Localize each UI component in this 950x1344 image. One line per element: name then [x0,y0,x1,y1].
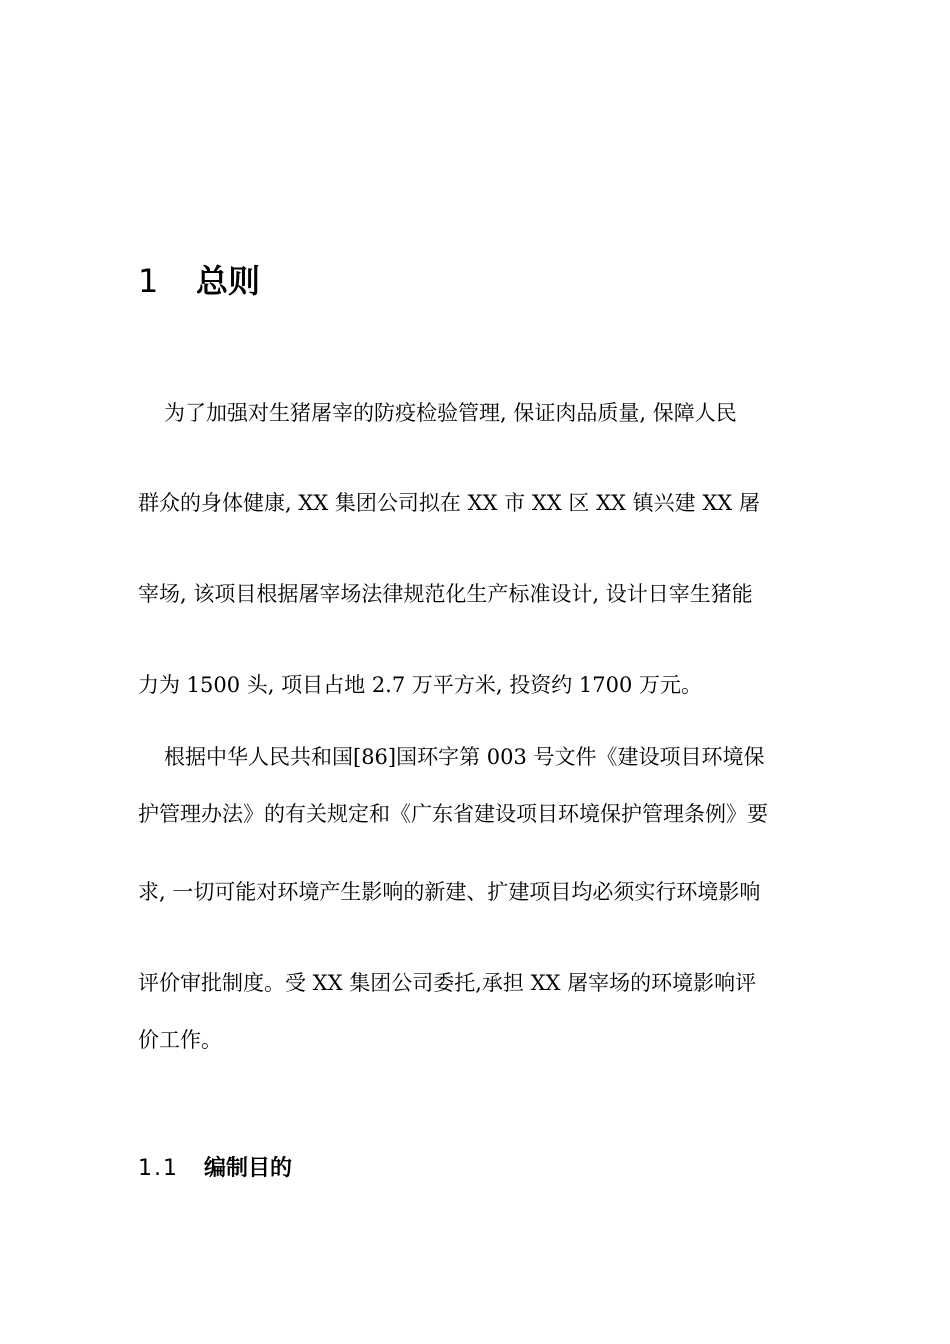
paragraph-1-line-2: 群众的身体健康, XX 集团公司拟在 XX 市 XX 区 XX 镇兴建 XX 屠 [138,491,760,515]
paragraph-2-line-4: 评价审批制度。受 XX 集团公司委托,承担 XX 屠宰场的环境影响评 [138,971,757,995]
subsection-title: 编制目的 [204,1156,293,1181]
paragraph-2-line-5: 价工作。 [138,1028,222,1052]
paragraph-2-line-3: 求, 一切可能对环境产生影响的新建、扩建项目均必须实行环境影响 [138,880,761,904]
paragraph-1-line-1: 为了加强对生猪屠宰的防疫检验管理, 保证肉品质量, 保障人民 [164,401,737,425]
paragraph-2-line-1: 根据中华人民共和国[86]国环字第 003 号文件《建设项目环境保 [164,745,765,769]
subsection-heading [138,1152,292,1186]
section-heading [138,258,260,304]
paragraph-1-line-3: 宰场, 该项目根据屠宰场法律规范化生产标准设计, 设计日宰生猪能 [138,582,753,606]
paragraph-1-line-4: 力为 1500 头, 项目占地 2.7 万平方米, 投资约 1700 万元。 [138,673,703,697]
subsection-number: 1.1 [138,1156,179,1181]
paragraph-2-line-2: 护管理办法》的有关规定和《广东省建设项目环境保护管理条例》要 [138,802,768,826]
section-number: 1 [138,262,159,300]
section-title: 总则 [196,262,261,300]
